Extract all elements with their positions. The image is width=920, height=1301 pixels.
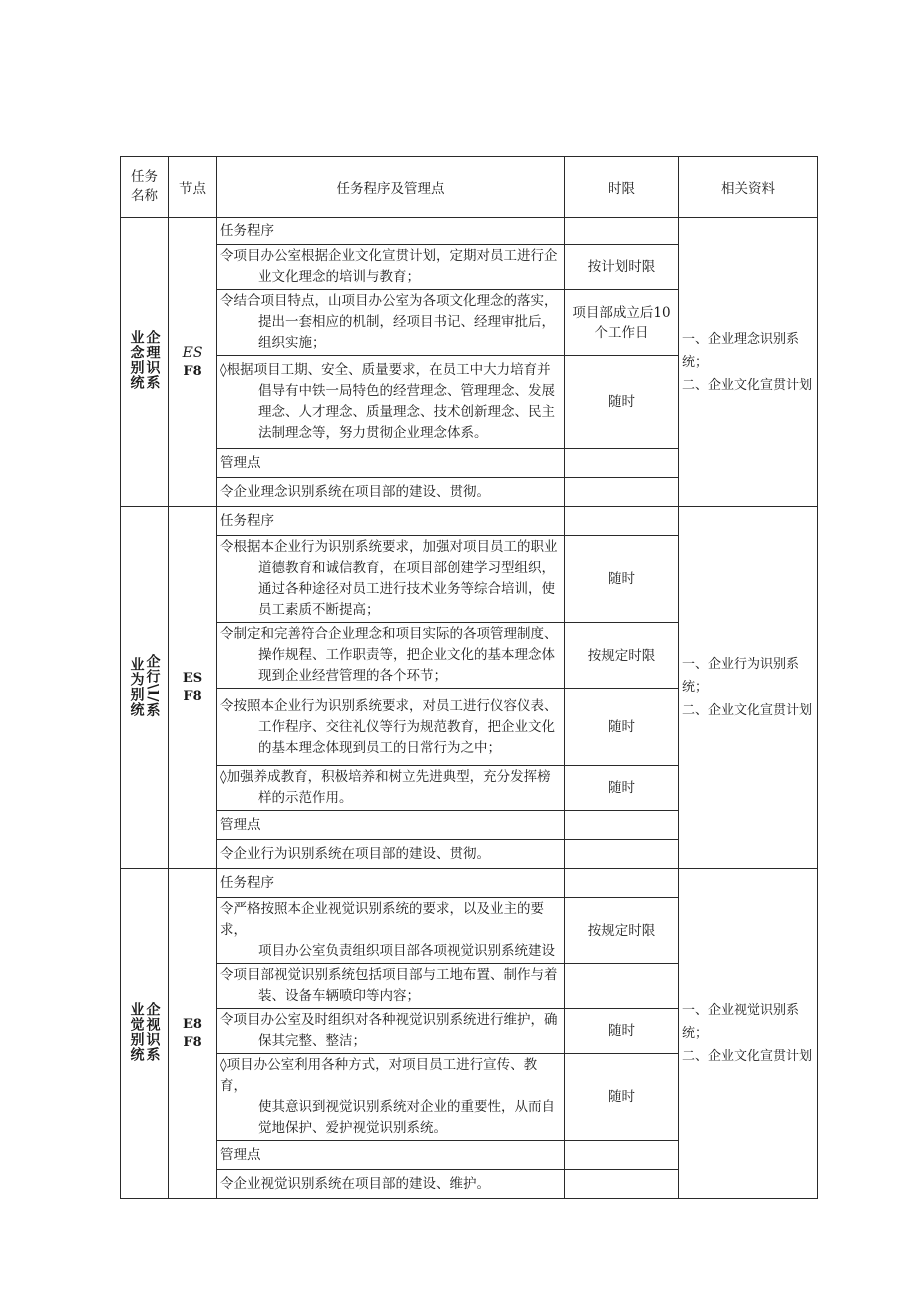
section-2-node-line-1: ES (182, 670, 203, 686)
task-item: ◊项目办公室利用各种方式，对项目员工进行宣传、教育， 使其意识到视觉识别系统对企业的重要性，从而自觉地保护、爱护视觉识别系统。 (217, 1054, 565, 1141)
task-item: 令按照本企业行为识别系统要求，对员工进行仪容仪表、 工作程序、交往礼仪等行为规范教育，把企业文化的基本理念体现到员工的日常行为之中； (217, 689, 565, 766)
section-3-procedure-limit (565, 869, 679, 898)
task-limit: 随时 (565, 689, 679, 766)
section-2-references (679, 507, 818, 869)
section-1-mgmt-label: 管理点 (217, 449, 565, 478)
task-item: 令项目办公室根据企业文化宣贯计划，定期对员工进行企 业文化理念的培训与教育； (217, 245, 565, 290)
section-1-procedure-limit (565, 218, 679, 245)
section-2-name (121, 507, 169, 869)
section-2-ref-1: 一、企业行为识别系统； (682, 657, 800, 695)
section-1-label-row (121, 218, 818, 245)
task-limit: 按计划时限 (565, 245, 679, 290)
task-item: 令根据本企业行为识别系统要求，加强对项目员工的职业 道德教育和诚信教育，在项目部创建学习型组织，通过各种途径对员工进行技术业务等综合培训，使员工素质不断提高； (217, 536, 565, 623)
section-1-ref-2: 二、企业文化宣贯计划 (682, 377, 813, 393)
task-limit: 随时 (565, 766, 679, 811)
task-limit: 按规定时限 (565, 898, 679, 964)
section-2-node (169, 507, 217, 869)
section-2-mgmt-item-limit (565, 840, 679, 869)
section-1-name-line-1: 业念别统 (128, 330, 145, 390)
section-1-mgmt-item-limit (565, 478, 679, 507)
task-table (120, 156, 818, 1199)
section-3-references (679, 869, 818, 1199)
section-3-ref-2: 二、企业文化宣贯计划 (682, 1049, 813, 1064)
section-1-procedure-label: 任务程序 (217, 218, 565, 245)
section-3-ref-1: 一、企业视觉识别系统； (682, 1003, 800, 1041)
task-limit: 随时 (565, 356, 679, 449)
section-1-node (169, 218, 217, 507)
section-1-references (679, 218, 818, 507)
section-2-mgmt-item: 令企业行为识别系统在项目部的建设、贯彻。 (217, 840, 565, 869)
header-procedure: 任务程序及管理点 (217, 157, 565, 218)
section-2-procedure-label: 任务程序 (217, 507, 565, 536)
header-references: 相关资料 (679, 157, 818, 218)
section-2-mgmt-label: 管理点 (217, 811, 565, 840)
section-3-name-line-1: 业觉别统 (128, 1001, 145, 1062)
section-2-label-row (121, 507, 818, 536)
section-1-mgmt-limit (565, 449, 679, 478)
section-3-node-line-2: F8 (183, 1034, 202, 1050)
section-2-ref-2: 二、企业文化宣贯计划 (682, 703, 813, 718)
task-item: ◊根据项目工期、安全、质量要求，在员工中大力培育并 倡导有中铁一局特色的经营理念、管理理念、发展理念、人才理念、质量理念、技术创新理念、民主法制理念等，努力贯彻企业理念体系。 (217, 356, 565, 449)
section-3-procedure-label: 任务程序 (217, 869, 565, 898)
section-3-mgmt-label: 管理点 (217, 1141, 565, 1170)
header-task-name: 任务名称 (121, 157, 169, 218)
section-3-mgmt-item: 令企业视觉识别系统在项目部的建设、维护。 (217, 1170, 565, 1199)
section-1-ref-1: 一、企业理念识别系统； (682, 331, 800, 370)
task-item: 令制定和完善符合企业理念和项目实际的各项管理制度、 操作规程、工作职责等，把企业文化的基本理念体现到企业经营管理的各个环节； (217, 623, 565, 689)
section-3-mgmt-limit (565, 1141, 679, 1170)
task-item: 令严格按照本企业视觉识别系统的要求，以及业主的要求， 项目办公室负责组织项目部各项视觉识别系统建设 (217, 898, 565, 964)
task-item: ◊加强养成教育，积极培养和树立先进典型，充分发挥榜 样的示范作用。 (217, 766, 565, 811)
section-1-name (121, 218, 169, 507)
header-node: 节点 (169, 157, 217, 218)
section-1-node-line-2: F8 (183, 363, 202, 379)
task-item: 令结合项目特点，山项目办公室为各项文化理念的落实， 提出一套相应的机制，经项目书记、经理审批后，组织实施； (217, 290, 565, 356)
header-time-limit: 时限 (565, 157, 679, 218)
section-2-name-line-2: 企行\l/系 (144, 653, 161, 718)
section-3-name (121, 869, 169, 1199)
task-limit: 项目部成立后10个工作日 (565, 290, 679, 356)
section-2-name-line-1: 业为别统 (128, 657, 145, 718)
section-3-label-row (121, 869, 818, 898)
header-row (121, 157, 818, 218)
section-1-mgmt-item: 令企业理念识别系统在项目部的建设、贯彻。 (217, 478, 565, 507)
task-item: 令项目部视觉识别系统包括项目部与工地布置、制作与着 装、设备车辆喷印等内容； (217, 964, 565, 1009)
task-limit: 随时 (565, 536, 679, 623)
section-2-mgmt-limit (565, 811, 679, 840)
task-limit: 按规定时限 (565, 623, 679, 689)
task-limit: 随时 (565, 1054, 679, 1141)
section-3-node (169, 869, 217, 1199)
section-2-node-line-2: F8 (183, 688, 202, 704)
task-limit (565, 964, 679, 1009)
section-1-node-line-1: ES (182, 344, 203, 361)
section-1-name-line-2: 企理识系 (144, 330, 161, 390)
section-3-node-line-1: E8 (183, 1016, 202, 1032)
section-2-procedure-limit (565, 507, 679, 536)
task-limit: 随时 (565, 1009, 679, 1054)
task-item: 令项目办公室及时组织对各种视觉识别系统进行维护，确 保其完整、整洁； (217, 1009, 565, 1054)
section-3-name-line-2: 企视识系 (144, 1001, 161, 1062)
section-3-mgmt-item-limit (565, 1170, 679, 1199)
